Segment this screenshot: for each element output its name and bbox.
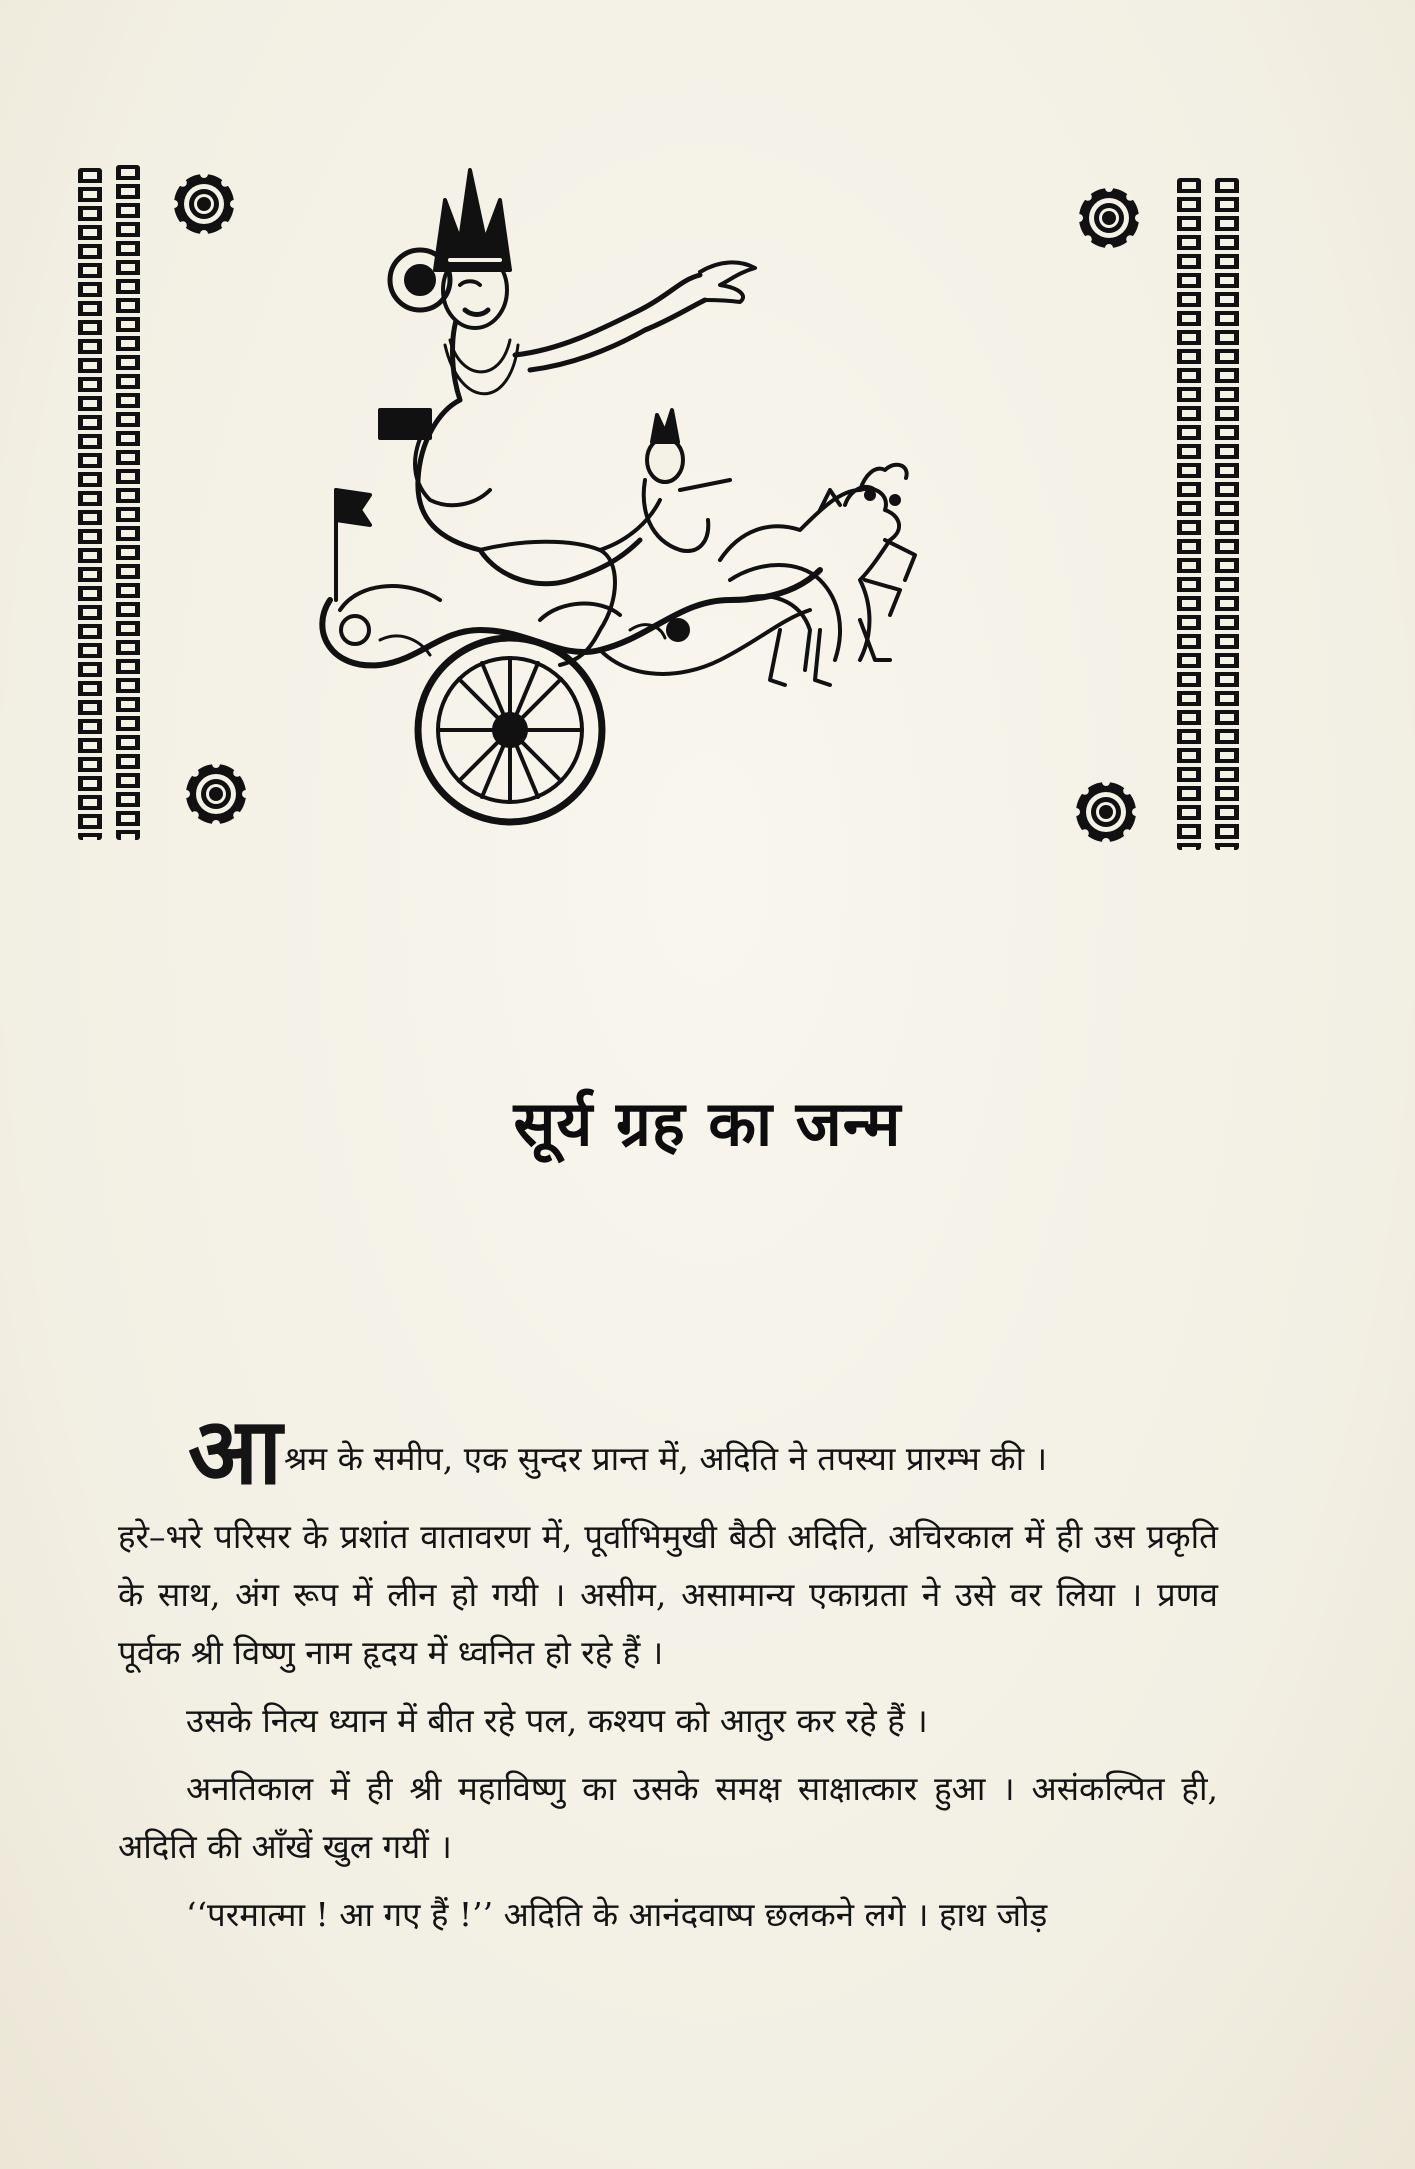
left-border-inner	[116, 165, 140, 840]
paragraph-2: हरे–भरे परिसर के प्रशांत वातावरण में, पूर्वाभिमुखी बैठी अदिति, अचिरकाल में ही उस प्रकृति के साथ, अंग रूप में लीन हो गयी । असीम, असामान्य एकाग्रता ने उसे वर लिया । प्रणव पूर्वक श्री विष्णु नाम हृदय में ध्वनित हो रहे हैं ।	[118, 1517, 1218, 1672]
rosette-ornament-icon	[1073, 182, 1145, 254]
paragraph-3: उसके नित्य ध्यान में बीत रहे पल, कश्यप को आतुर कर रहे हैं ।	[186, 1701, 928, 1740]
right-border-outer	[1215, 178, 1239, 850]
rosette-ornament-icon	[168, 168, 240, 240]
drop-cap: आ	[188, 1398, 283, 1505]
paragraph-5: ‘‘परमात्मा ! आ गए हैं !’’ अदिति के आनंदवाष्प छलकने लगे । हाथ जोड़	[186, 1895, 1048, 1934]
sun-god-chariot-illustration	[300, 160, 960, 840]
paragraph-4: अनतिकाल में ही श्री महाविष्णु का उसके समक्ष साक्षात्कार हुआ । असंकल्पित ही, अदिति की आँखें खुल गयीं ।	[118, 1769, 1218, 1866]
paragraph-1	[188, 1398, 1218, 1505]
left-border-outer	[78, 168, 102, 840]
rosette-ornament-icon	[1070, 776, 1142, 848]
chapter-title: सूर्य ग्रह का जन्म	[513, 1087, 902, 1160]
paragraph-1-text: श्रम के समीप, एक सुन्दर प्रान्त में, अदिति ने तपस्या प्रारम्भ की ।	[284, 1439, 1048, 1478]
rosette-ornament-icon	[180, 758, 252, 830]
right-border-inner	[1177, 178, 1201, 850]
chapter-body	[118, 1398, 1218, 1954]
